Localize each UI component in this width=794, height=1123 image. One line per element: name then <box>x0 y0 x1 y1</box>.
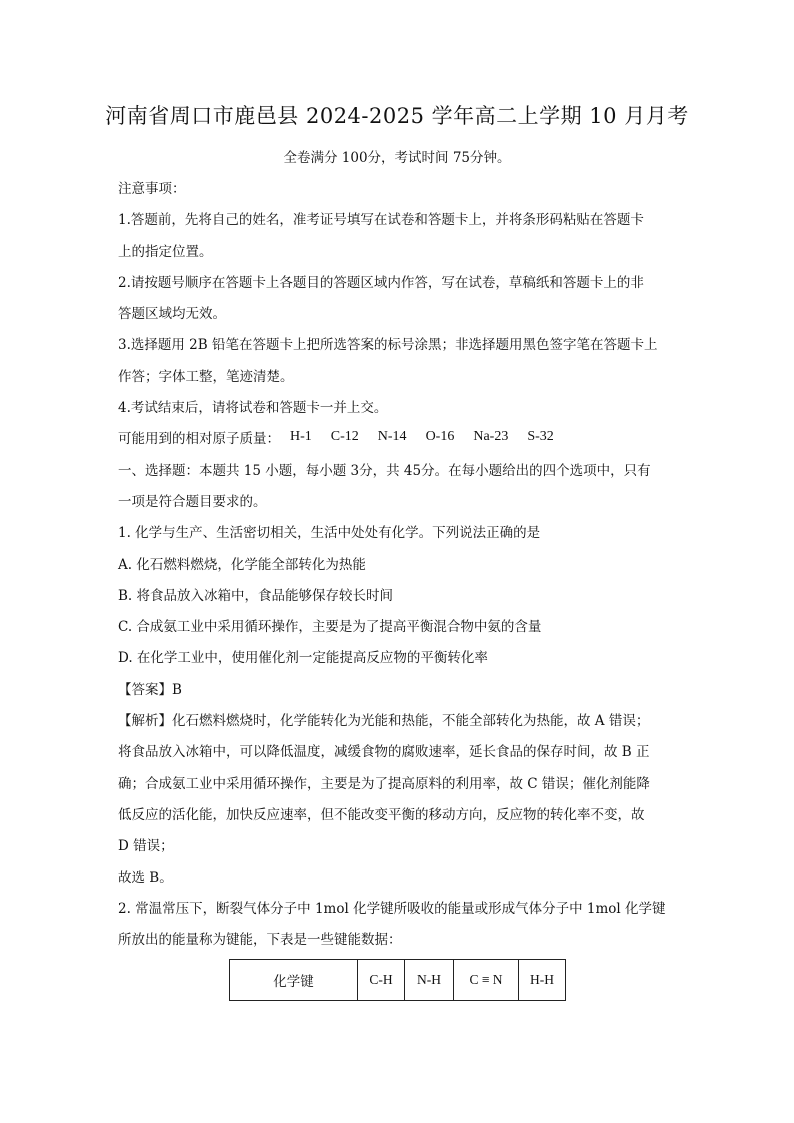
q2-stem: 2. 常温常压下，断裂气体分子中 1mol 化学键所吸收的能量或形成气体分子中 1mol 化学键 <box>118 900 666 917</box>
notice-heading: 注意事项： <box>118 181 186 197</box>
q1-analysis-line: 将食品放入冰箱中，可以降低温度，减缓食物的腐败速率，延长食品的保存时间，故 B 正 <box>118 744 650 761</box>
atomic-mass-item: S-32 <box>527 429 554 445</box>
table-header-cell: C-H <box>358 960 405 1001</box>
q1-option-a: A. 化石燃料燃烧，化学能全部转化为热能 <box>118 556 366 573</box>
notice-line: 1.答题前，先将自己的姓名，准考证号填写在试卷和答题卡上，并将条形码粘贴在答题卡 <box>118 212 644 229</box>
q1-analysis-line: D 错误； <box>118 838 174 855</box>
atomic-mass-item: Na-23 <box>473 429 509 445</box>
exam-body <box>118 174 674 956</box>
atomic-masses-list <box>290 421 573 452</box>
q1-analysis-line: 低反应的活化能，加快反应速率，但不能改变平衡的移动方向，反应物的转化率不变，故 <box>118 806 645 823</box>
q1-answer: 【答案】B <box>118 681 182 698</box>
atomic-mass-item: O-16 <box>425 429 455 445</box>
table-row <box>230 960 566 1001</box>
q2-stem-cont: 所放出的能量称为键能，下表是一些键能数据： <box>118 932 402 949</box>
atomic-masses-label: 可能用到的相对原子质量： <box>118 431 280 448</box>
table-header-cell: H-H <box>519 960 566 1001</box>
q1-option-c: C. 合成氨工业中采用循环操作，主要是为了提高平衡混合物中氨的含量 <box>118 619 542 636</box>
section-heading-cont: 一项是符合题目要求的。 <box>118 493 267 510</box>
atomic-mass-item: H-1 <box>290 429 312 445</box>
notice-line: 作答；字体工整，笔迹清楚。 <box>118 368 294 385</box>
atomic-mass-item: C-12 <box>330 429 359 445</box>
q1-analysis-line: 【解析】化石燃料燃烧时，化学能转化为光能和热能，不能全部转化为热能，故 A 错误； <box>118 713 650 730</box>
q1-option-b: B. 将食品放入冰箱中，食品能够保存较长时间 <box>118 587 394 604</box>
notice-line: 4.考试结束后，请将试卷和答题卡一并上交。 <box>118 400 388 417</box>
q1-analysis-line: 确；合成氨工业中采用循环操作，主要是为了提高原料的利用率，故 C 错误；催化剂能降 <box>118 775 650 792</box>
section-heading: 一、选择题：本题共 15 小题，每小题 3分，共 45分。在每小题给出的四个选项中，只有 <box>118 462 651 479</box>
q1-stem: 1. 化学与生产、生活密切相关，生活中处处有化学。下列说法正确的是 <box>118 525 541 542</box>
table-header-cell: C ≡ N <box>454 960 519 1001</box>
notice-line: 2.请按题号顺序在答题卡上各题目的答题区域内作答，写在试卷，草稿纸和答题卡上的非 <box>118 274 644 291</box>
notice-line: 上的指定位置。 <box>118 243 213 260</box>
q1-option-d: D. 在化学工业中，使用催化剂一定能提高反应物的平衡转化率 <box>118 650 488 667</box>
atomic-masses <box>118 424 674 455</box>
exam-title: 河南省周口市鹿邑县 2024-2025 学年高二上学期 10 月月考 <box>105 104 689 128</box>
notice-line: 答题区域均无效。 <box>118 306 226 323</box>
table-header-cell: N-H <box>405 960 454 1001</box>
notice-line: 3.选择题用 2B 铅笔在答题卡上把所选答案的标号涂黑；非选择题用黑色签字笔在答题卡上 <box>118 337 658 354</box>
bond-energy-table <box>229 959 566 1001</box>
q1-analysis-line: 故选 B。 <box>118 869 173 886</box>
atomic-mass-item: N-14 <box>377 429 407 445</box>
table-header-cell: 化学键 <box>230 960 358 1001</box>
exam-subtitle: 全卷满分 100分，考试时间 75分钟。 <box>283 150 511 166</box>
